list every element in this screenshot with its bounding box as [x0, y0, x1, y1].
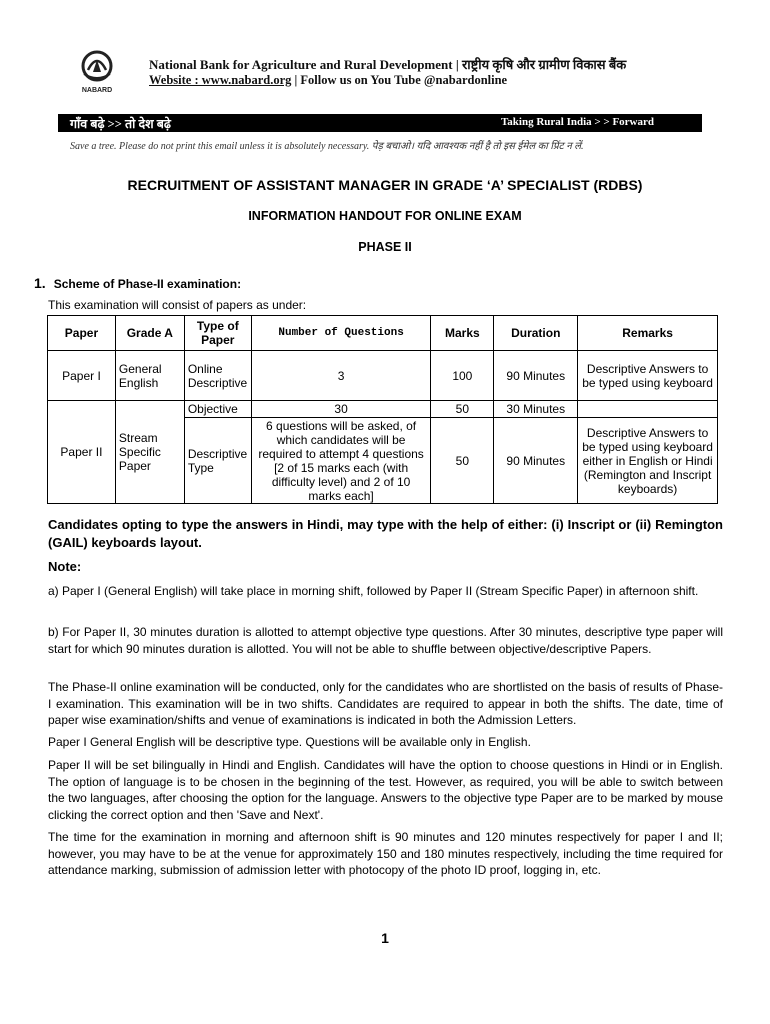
cell-remarks — [578, 401, 718, 418]
org-name: National Bank for Agriculture and Rural Development | राष्ट्रीय कृषि और ग्रामीण विकास बैंक — [149, 57, 627, 72]
paragraph-paper1-language: Paper I General English will be descriptive type. Questions will be available only in English. — [48, 735, 531, 749]
cell-grade: General English — [115, 351, 184, 401]
exam-scheme-table — [47, 315, 718, 504]
paragraph-paper2-language: Paper II will be set bilingually in Hindi and English. Candidates will have the option to choose questions in Hindi or in English. The option of language is to be chosen in the beginning of the test. However, as required, you will be able to switch between the two languages, after choosing the option for the language. Answers to the objective type Paper are to be marked by mouse clicking the correct option and then 'Save and Next'. — [48, 758, 723, 822]
cell-questions: 6 questions will be asked, of which candidates will be required to attempt 4 questions [2 of 15 marks each (with difficulty level) and 2 of 10 marks each] — [251, 418, 431, 504]
paragraph-exam-timing: The time for the examination in morning and afternoon shift is 90 minutes and 120 minutes respectively for paper I and II; however, you may have to be at the venue for approximately 150 and 180 minutes respectively, including the time required for attendance marking, submission of admission letter with photocopy of the photo ID proof, logging in, etc. — [48, 830, 723, 877]
table-row — [48, 401, 718, 418]
follow-text: | Follow us on You Tube @nabardonline — [291, 73, 508, 87]
banner-hindi-slogan: गाँव बढ़े >> तो देश बढ़े — [70, 117, 171, 131]
cell-duration: 30 Minutes — [494, 401, 578, 418]
col-header-marks: Marks — [431, 316, 494, 351]
document-title: RECRUITMENT OF ASSISTANT MANAGER IN GRADE ‘A’ SPECIALIST (RDBS) — [127, 177, 643, 193]
cell-paper: Paper I — [48, 351, 116, 401]
cell-questions: 3 — [251, 351, 431, 401]
note-a: a) Paper I (General English) will take place in morning shift, followed by Paper II (Stream Specific Paper) in afternoon shift. — [48, 584, 699, 598]
save-tree-note: Save a tree. Please do not print this email unless it is absolutely necessary. पेड़ बचाओ। यदि आवश्यक नहीं है तो इस ईमेल का प्रिंट न लें. — [70, 141, 584, 152]
cell-grade: Stream Specific Paper — [115, 401, 184, 504]
logo-text: NABARD — [81, 87, 113, 94]
col-header-grade: Grade A — [115, 316, 184, 351]
cell-duration: 90 Minutes — [494, 418, 578, 504]
cell-remarks: Descriptive Answers to be typed using keyboard either in English or Hindi (Remington and Inscript keyboards) — [578, 418, 718, 504]
col-header-paper: Paper — [48, 316, 116, 351]
cell-type: Descriptive Type — [184, 418, 251, 504]
cell-duration: 90 Minutes — [494, 351, 578, 401]
document-subtitle: INFORMATION HANDOUT FOR ONLINE EXAM — [248, 209, 522, 223]
table-row — [48, 351, 718, 401]
phase-title: PHASE II — [358, 240, 412, 254]
cell-marks: 50 — [431, 401, 494, 418]
nabard-logo — [74, 48, 120, 94]
cell-paper: Paper II — [48, 401, 116, 504]
note-b: b) For Paper II, 30 minutes duration is allotted to attempt objective type questions. After 30 minutes, descriptive type paper will start for which 90 minutes duration is allotted. You will not be able to shuffle between objective/descriptive Papers. — [48, 625, 723, 656]
note-label: Note: — [48, 559, 82, 574]
cell-remarks: Descriptive Answers to be typed using keyboard — [578, 351, 718, 401]
section-heading — [34, 275, 241, 291]
cell-questions: 30 — [251, 401, 431, 418]
org-contact — [149, 73, 507, 88]
banner-english-slogan: Taking Rural India > > Forward — [500, 116, 654, 128]
section-number: 1. — [34, 275, 46, 291]
section-title: Scheme of Phase-II examination: — [53, 277, 242, 291]
slogan-banner — [58, 114, 702, 132]
col-header-remarks: Remarks — [578, 316, 718, 351]
col-header-questions: Number of Questions — [251, 316, 431, 351]
cell-type: Online Descriptive — [184, 351, 251, 401]
table-header-row — [48, 316, 718, 351]
cell-marks: 100 — [431, 351, 494, 401]
section-intro: This examination will consist of papers as under: — [48, 298, 307, 312]
col-header-duration: Duration — [494, 316, 578, 351]
cell-type: Objective — [184, 401, 251, 418]
website-link[interactable]: Website : www.nabard.org — [149, 73, 292, 87]
cell-marks: 50 — [431, 418, 494, 504]
page-number: 1 — [381, 930, 389, 946]
hindi-typing-note: Candidates opting to type the answers in Hindi, may type with the help of either: (i) Inscript or (ii) Remington (GAIL) keyboards layout. — [48, 517, 723, 550]
col-header-type: Type of Paper — [184, 316, 251, 351]
paragraph-phase2-conduct: The Phase-II online examination will be conducted, only for the candidates who are shortlisted on the basis of results of Phase-I examination. This examination will be in two shifts. Candidates are required to appear in both the shifts. The date, time of paper wise examination/shifts and venue of examinations is indicated in both the Admission Letters. — [48, 680, 723, 727]
